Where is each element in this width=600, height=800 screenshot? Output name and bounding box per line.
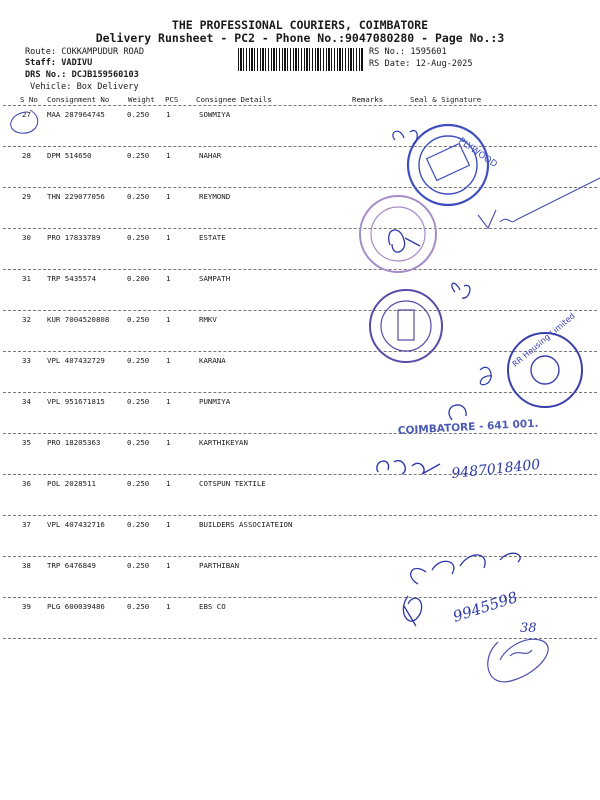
handwritten-note: 38 [520,621,537,636]
row-consignee: COTSPUN TEXTILE [199,479,266,488]
route-value: COKKAMPUDUR ROAD [61,47,145,57]
signature-row-27 [393,131,417,144]
row-pcs: 1 [166,274,171,283]
col-sno: S No [20,95,38,104]
col-consignee: Consignee Details [196,95,272,104]
row-consignment: VPL 407432729 [47,356,105,365]
row-consignment: KUR 7004520808 [47,315,110,324]
row-consignment: TRP 5435574 [47,274,96,283]
coimbatore-stamp-text: COIMBATORE - 641 001. [397,417,539,437]
plywood-seal-stamp [408,125,499,205]
row-pcs: 1 [166,356,171,365]
row-sno: 32 [22,315,31,324]
row-consignee: BUILDERS ASSOCIATEION [199,520,293,529]
row-sno: 30 [22,233,31,242]
signature-row-38 [411,553,520,626]
row-pcs: 1 [166,397,171,406]
vehicle-line: Vehicle: Box Delivery [30,82,139,92]
row-consignee: PARTHIBAN [199,561,240,570]
row-consignment: TRP 6476849 [47,561,96,570]
row-weight: 0.200 [127,274,150,283]
row-sno: 36 [22,479,31,488]
row-weight: 0.250 [127,192,150,201]
company-title: THE PROFESSIONAL COURIERS, COIMBATORE [171,18,429,32]
row-consignment: PRO 17833789 [47,233,101,242]
row-consignee: SOWMIYA [199,110,231,119]
route-label: Route: [25,47,57,57]
row-sno: 27 [22,110,31,119]
seal-row-32-stamp [370,283,470,362]
row-weight: 0.250 [127,479,150,488]
row-pcs: 1 [166,479,171,488]
circle-mark-row-27 [11,110,38,133]
col-weight: Weight [128,95,155,104]
row-consignee: KARTHIKEYAN [199,438,248,447]
row-consignee: ESTATE [199,233,226,242]
row-consignee: NAHAR [199,151,222,160]
rs-no-label: RS No.: [369,47,406,57]
rr-housing-seal-text: RR Housing Limited [510,311,577,369]
row-pcs: 1 [166,438,171,447]
rs-no-value: 1595601 [410,47,447,57]
row-sno: 34 [22,397,31,406]
row-pcs: 1 [166,520,171,529]
row-weight: 0.250 [127,438,150,447]
row-pcs: 1 [166,151,171,160]
col-pcs: PCS [165,95,179,104]
row-weight: 0.250 [127,110,150,119]
coimbatore-stamp [398,405,539,437]
row-consignment: MAA 287964745 [47,110,105,119]
row-pcs: 1 [166,192,171,201]
row-consignment: VPL 407432716 [47,520,105,529]
col-remarks: Remarks [352,95,384,104]
row-weight: 0.250 [127,561,150,570]
row-consignee: PUNMIYA [199,397,231,406]
row-consignee: KARANA [199,356,226,365]
row-consignee: EBS CO [199,602,226,611]
row-weight: 0.250 [127,520,150,529]
rs-date-label: RS Date: [369,59,411,69]
row-weight: 0.250 [127,397,150,406]
row-sno: 35 [22,438,31,447]
handwritten-phone-2: 9945598 [450,588,520,626]
col-seal: Seal & Signature [410,95,482,104]
row-weight: 0.250 [127,356,150,365]
row-sno: 29 [22,192,31,201]
staff-value: VADIVU [61,58,93,68]
row-consignee: REYMOND [199,192,231,201]
faded-seal-stamp [360,196,436,272]
row-consignment: PLG 600039486 [47,602,105,611]
row-consignment: POL 2028511 [47,479,96,488]
row-consignee: SAMPATH [199,274,231,283]
row-consignment: PRO 18205363 [47,438,101,447]
handwritten-phone: 9487018400 [450,456,542,482]
row-pcs: 1 [166,602,171,611]
row-pcs: 1 [166,315,171,324]
signature-row-36 [377,457,541,482]
row-weight: 0.250 [127,602,150,611]
row-consignee: RMKV [199,315,217,324]
runsheet-subtitle: Delivery Runsheet - PC2 - Phone No.:9047080280 - Page No.:3 [95,31,505,45]
row-sno: 33 [22,356,31,365]
rs-date-value: 12-Aug-2025 [415,59,473,69]
row-consignment: VPL 951671815 [47,397,105,406]
drs-label: DRS No.: [25,70,67,80]
row-weight: 0.250 [127,315,150,324]
col-consignment: Consignment No [47,95,110,104]
row-sno: 39 [22,602,31,611]
row-pcs: 1 [166,110,171,119]
drs-value: DCJB159560103 [71,70,139,80]
signature-row-29-30 [389,178,600,252]
row-sno: 38 [22,561,31,570]
rr-housing-seal-stamp [480,311,582,407]
staff-label: Staff: [25,58,57,68]
row-consignment: THN 229077056 [47,192,105,201]
row-sno: 31 [22,274,31,283]
row-weight: 0.250 [127,233,150,242]
row-sno: 37 [22,520,31,529]
row-consignment: DPM 514650 [47,151,92,160]
row-sno: 28 [22,151,31,160]
plywood-seal-text: PLYWOOD [456,136,499,171]
row-weight: 0.250 [127,151,150,160]
row-pcs: 1 [166,233,171,242]
row-pcs: 1 [166,561,171,570]
